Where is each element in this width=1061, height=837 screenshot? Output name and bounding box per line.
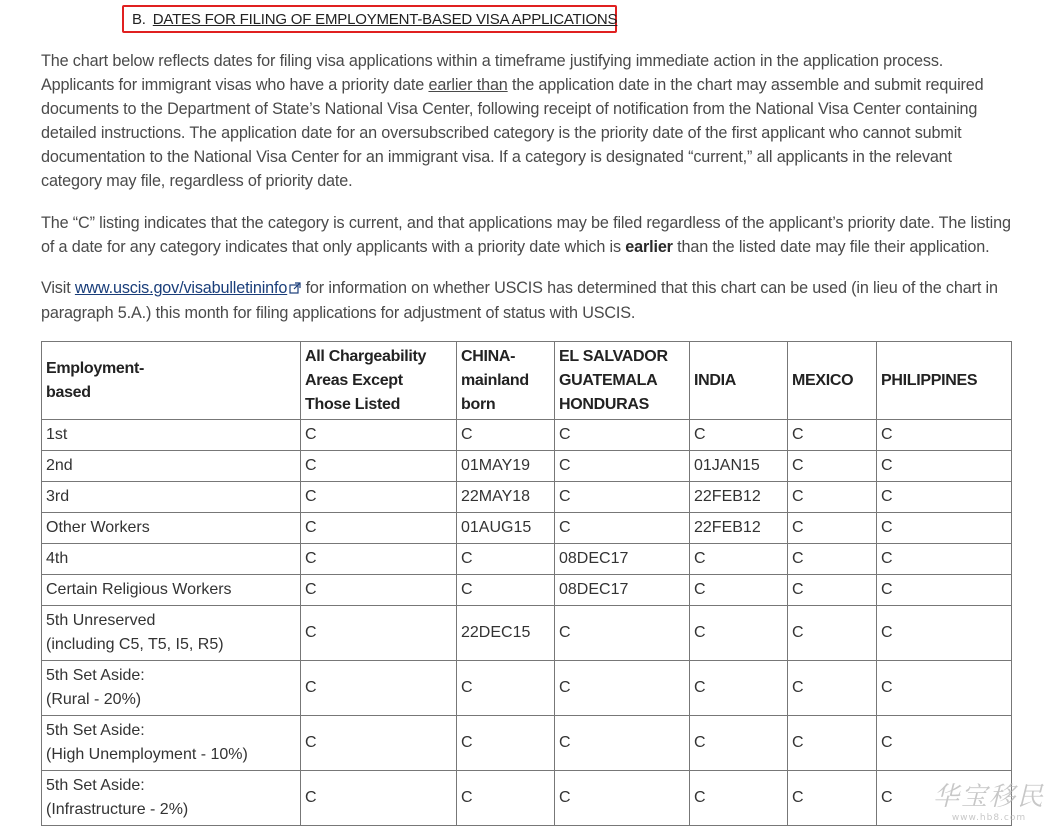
row-label-line: 5th Unreserved <box>46 612 156 629</box>
table-cell: C <box>301 451 457 482</box>
table-cell: C <box>877 513 1012 544</box>
row-label-line: 1st <box>46 426 68 443</box>
watermark-main-text: 华宝移民 <box>932 782 1045 812</box>
table-cell: C <box>690 606 788 661</box>
table-cell: 22MAY18 <box>457 482 555 513</box>
table-cell: C <box>788 451 877 482</box>
table-cell: C <box>877 771 1012 826</box>
column-header <box>42 342 301 420</box>
table-cell: C <box>788 575 877 606</box>
column-header <box>690 342 788 420</box>
table-cell: C <box>788 771 877 826</box>
table-cell: 01JAN15 <box>690 451 788 482</box>
column-header-line: GUATEMALA <box>559 371 658 389</box>
table-cell: C <box>555 661 690 716</box>
column-header-line: mainland <box>461 371 529 389</box>
row-category-label <box>42 716 301 771</box>
row-label-line: 2nd <box>46 457 73 474</box>
table-cell: C <box>301 513 457 544</box>
table-row <box>42 513 1012 544</box>
c-listing-paragraph <box>41 211 1016 259</box>
table-cell: C <box>877 661 1012 716</box>
table-cell: C <box>788 606 877 661</box>
table-cell: C <box>877 575 1012 606</box>
uscis-link[interactable]: www.uscis.gov/visabulletininfo <box>74 279 288 297</box>
column-header-line: Those Listed <box>305 395 401 413</box>
table-header-row <box>42 342 1012 420</box>
row-category-label <box>42 771 301 826</box>
table-cell: C <box>877 716 1012 771</box>
row-label-line: Certain Religious Workers <box>46 581 232 598</box>
table-cell: C <box>301 606 457 661</box>
table-cell: C <box>877 606 1012 661</box>
row-label-line: (including C5, T5, I5, R5) <box>46 636 224 653</box>
table-cell: C <box>877 544 1012 575</box>
intro-paragraph <box>41 49 1016 193</box>
column-header-line: EL SALVADOR <box>559 347 668 365</box>
table-row <box>42 716 1012 771</box>
column-header-line: Areas Except <box>305 371 403 389</box>
table-cell: C <box>690 716 788 771</box>
table-cell: C <box>301 716 457 771</box>
table-cell: 22FEB12 <box>690 482 788 513</box>
p2-text-a: The “C” listing indicates that the category is current, and that applications may be filed regardless of the applicant’s priority date. The listing of a date for any category indicates that only applicants with a priority date which is <box>41 214 1011 256</box>
p1-text-b: the application date in the chart may assemble and submit required documents to the Department of State’s National Visa Center, following receipt of notification from the National Visa Center containing detailed instructions. The application date for an oversubscribed category is the priority date of the first applicant who cannot submit documentation to the National Visa Center for an immigrant visa. If a category is designated “current,” all applicants in the relevant category may file, regardless of priority date. <box>41 76 984 190</box>
row-category-label <box>42 606 301 661</box>
table-cell: C <box>690 544 788 575</box>
table-row <box>42 420 1012 451</box>
column-header-line: All Chargeability <box>305 347 427 365</box>
table-cell: C <box>877 451 1012 482</box>
table-cell: 22DEC15 <box>457 606 555 661</box>
table-cell: C <box>877 420 1012 451</box>
section-title: DATES FOR FILING OF EMPLOYMENT-BASED VISA APPLICATIONS <box>152 10 618 28</box>
watermark-sub-text: www.hb8.com <box>951 813 1027 823</box>
p3-text-b: for information on whether USCIS has determined that this chart can be used (in lieu of the chart in paragraph 5.A.) this month for filing applications for adjustment of status with USCIS. <box>41 279 998 322</box>
row-label-line: (Rural - 20%) <box>46 691 142 708</box>
table-row <box>42 544 1012 575</box>
row-label-line: (High Unemployment - 10%) <box>46 746 248 763</box>
table-cell: C <box>301 482 457 513</box>
row-label-line: 5th Set Aside: <box>46 777 145 794</box>
row-label-line: Other Workers <box>46 519 150 536</box>
table-cell: C <box>457 544 555 575</box>
table-cell: C <box>301 420 457 451</box>
column-header-line: PHILIPPINES <box>881 371 978 389</box>
column-header-line: MEXICO <box>792 371 854 389</box>
column-header <box>301 342 457 420</box>
table-cell: 08DEC17 <box>555 544 690 575</box>
table-cell: C <box>788 661 877 716</box>
table-cell: C <box>457 575 555 606</box>
table-cell: 01MAY19 <box>457 451 555 482</box>
column-header <box>788 342 877 420</box>
table-row <box>42 606 1012 661</box>
column-header-line: INDIA <box>694 371 737 389</box>
table-cell: C <box>788 544 877 575</box>
table-cell: C <box>690 420 788 451</box>
table-cell: C <box>301 544 457 575</box>
table-cell: C <box>788 513 877 544</box>
column-header <box>555 342 690 420</box>
table-row <box>42 575 1012 606</box>
column-header <box>877 342 1012 420</box>
table-cell: 01AUG15 <box>457 513 555 544</box>
table-cell: C <box>555 771 690 826</box>
table-cell: C <box>788 482 877 513</box>
table-cell: C <box>690 771 788 826</box>
table-row <box>42 771 1012 826</box>
row-category-label <box>42 420 301 451</box>
table-cell: C <box>690 661 788 716</box>
table-cell: C <box>457 771 555 826</box>
table-cell: 08DEC17 <box>555 575 690 606</box>
table-cell: C <box>555 482 690 513</box>
p2-text-b: than the listed date may file their application. <box>672 238 990 256</box>
table-cell: C <box>301 661 457 716</box>
table-cell: C <box>877 482 1012 513</box>
p1-text-a: The chart below reflects dates for filing visa applications within a timeframe justifying immediate action in the application process. Applicants for immigrant visas who have a priority date <box>41 52 944 94</box>
table-cell: C <box>457 716 555 771</box>
filing-dates-table <box>41 341 1012 826</box>
row-label-line: 3rd <box>46 488 70 505</box>
table-cell: C <box>301 771 457 826</box>
table-row <box>42 451 1012 482</box>
external-link-icon[interactable] <box>289 277 301 301</box>
section-letter: B. <box>132 10 146 28</box>
table-body <box>42 420 1012 826</box>
table-cell: C <box>457 420 555 451</box>
row-category-label <box>42 544 301 575</box>
row-category-label <box>42 661 301 716</box>
column-header-line: based <box>46 383 91 401</box>
column-header <box>457 342 555 420</box>
table-cell: C <box>457 661 555 716</box>
row-label-line: 4th <box>46 550 69 567</box>
p3-text-a: Visit <box>41 279 75 297</box>
row-label-line: 5th Set Aside: <box>46 722 145 739</box>
column-header-line: Employment- <box>46 359 145 377</box>
row-label-line: 5th Set Aside: <box>46 667 145 684</box>
column-header-line: CHINA- <box>461 347 516 365</box>
watermark-logo <box>933 776 1045 823</box>
section-heading <box>122 5 617 33</box>
row-category-label <box>42 451 301 482</box>
table-row <box>42 482 1012 513</box>
table-cell: 22FEB12 <box>690 513 788 544</box>
row-category-label <box>42 575 301 606</box>
table-cell: C <box>555 716 690 771</box>
table-cell: C <box>788 420 877 451</box>
table-cell: C <box>301 575 457 606</box>
uscis-paragraph <box>41 276 1016 325</box>
table-cell: C <box>788 716 877 771</box>
p2-bold-text: earlier <box>625 238 673 256</box>
column-header-line: HONDURAS <box>559 395 650 413</box>
p1-underlined-text: earlier than <box>428 76 508 94</box>
table-row <box>42 661 1012 716</box>
table-cell: C <box>555 420 690 451</box>
column-header-line: born <box>461 395 496 413</box>
table-cell: C <box>555 513 690 544</box>
row-category-label <box>42 482 301 513</box>
table-cell: C <box>555 451 690 482</box>
table-cell: C <box>555 606 690 661</box>
row-category-label <box>42 513 301 544</box>
row-label-line: (Infrastructure - 2%) <box>46 801 189 818</box>
table-cell: C <box>690 575 788 606</box>
